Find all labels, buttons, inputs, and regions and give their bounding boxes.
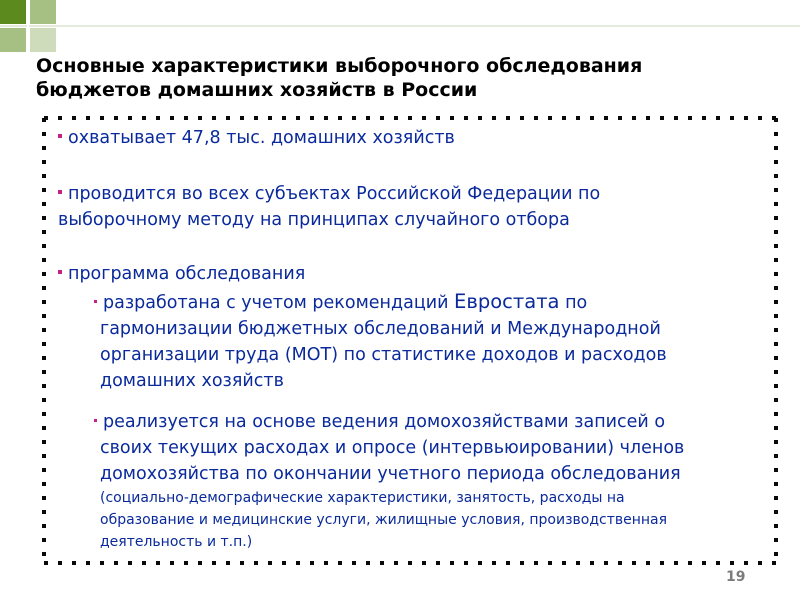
sub-bullet-eurostat-emphasis: Евростата [454, 290, 560, 313]
sub-bullet-records-line-3: домохозяйства по окончании учетного периода обследования [100, 464, 681, 484]
sub-bullet-eurostat-line-1-pre: разработана с учетом рекомендаций [103, 293, 455, 313]
bullet-program-text: программа обследования [68, 264, 306, 284]
sub-bullet-eurostat-line-4: домашних хозяйств [100, 371, 284, 391]
sub-bullet-eurostat-line-1-post: по [559, 293, 588, 313]
title-line-1: Основные характеристики выборочного обследования [36, 55, 643, 77]
sub-bullet-marker [94, 419, 97, 422]
bullet-marker [58, 270, 62, 274]
sub-bullet-records-note-2: образование и медицинские услуги, жилищные условия, производственная [100, 512, 668, 528]
sub-bullet-eurostat-line-3: организации труда (МОТ) по статистике доходов и расходов [100, 345, 667, 365]
bullet-coverage [58, 125, 455, 151]
bullet-marker [58, 190, 62, 194]
sub-bullet-records-note-1: (социально-демографические характеристики, занятость, расходы на [100, 490, 625, 506]
title-line-2: бюджетов домашних хозяйств в России [36, 79, 478, 101]
decorative-squares [0, 0, 800, 60]
bullet-regions-line-1: проводится во всех субъектах Российской Федерации по [68, 184, 601, 204]
bullet-program [58, 261, 305, 287]
bullet-regions [58, 181, 758, 233]
slide-title [36, 54, 776, 102]
bullet-regions-line-2: выборочному методу на принципах случайного отбора [58, 210, 570, 230]
sub-bullet-marker [94, 300, 97, 303]
bullet-marker [58, 134, 62, 138]
sub-bullet-records-line-1: реализуется на основе ведения домохозяйствами записей о [103, 412, 666, 432]
bullet-coverage-text: охватывает 47,8 тыс. домашних хозяйств [68, 128, 455, 148]
sub-bullet-records-line-2: своих текущих расходах и опросе (интервьюировании) членов [100, 438, 685, 458]
sub-bullet-eurostat-line-2: гармонизации бюджетных обследований и Международной [100, 319, 661, 339]
sub-bullet-records [94, 409, 774, 553]
page-number: 19 [726, 569, 746, 585]
sub-bullet-eurostat [94, 289, 764, 394]
sub-bullet-records-note-3: деятельность и т.п.) [100, 534, 253, 550]
